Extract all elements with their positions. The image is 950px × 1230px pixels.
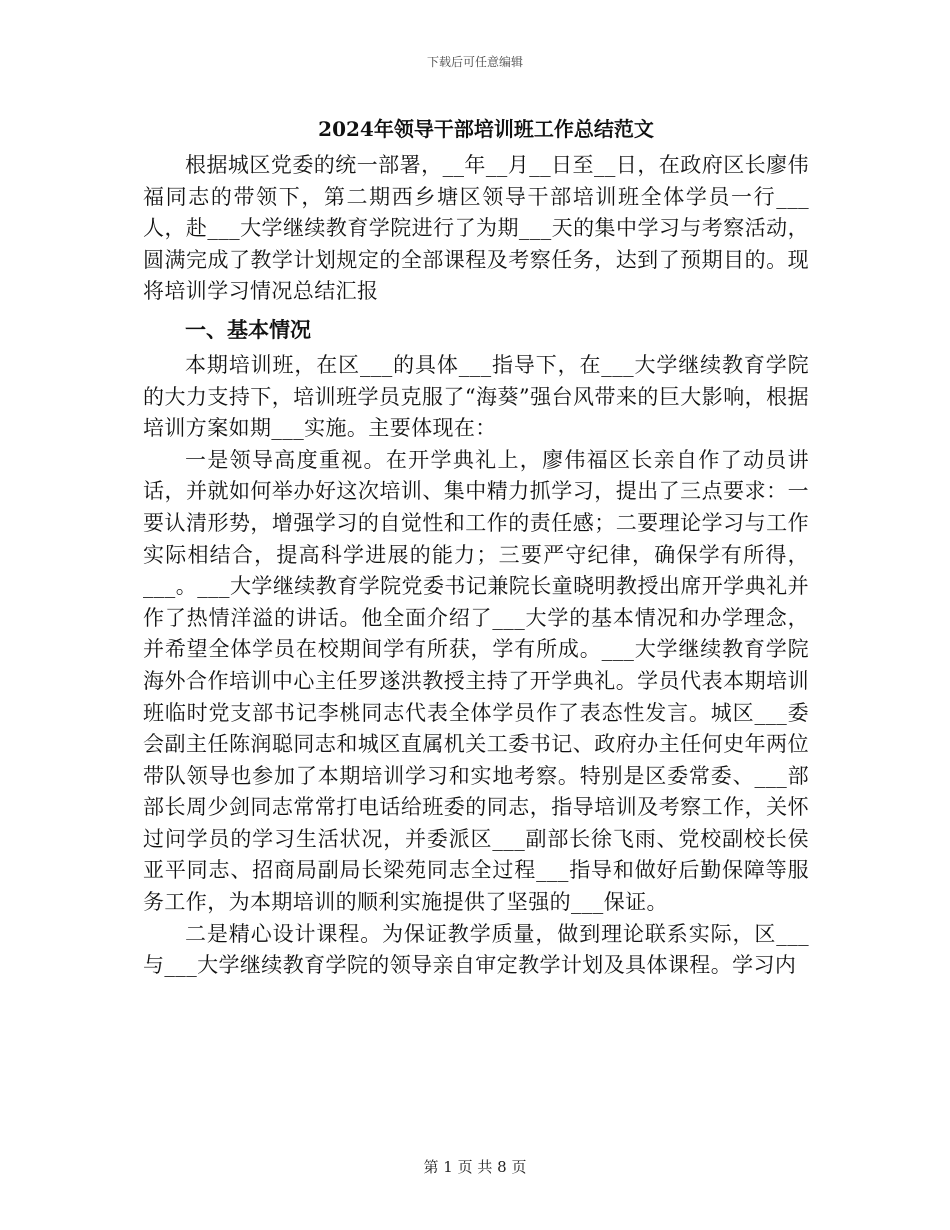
section-paragraph-3: 二是精心设计课程。为保证教学质量，做到理论联系实际，区___与___大学继续教育学院的领导亲自审定教学计划及具体课程。学习内 [143,921,809,978]
section-heading-basic: 一、基本情况 [185,316,311,342]
page-header-note: 下载后可任意编辑 [426,55,523,69]
section-paragraph-1: 本期培训班，在区___的具体___指导下，在___大学继续教育学院的大力支持下，培训班学员克服了“海葵”强台风带来的巨大影响，根据培训方案如期___实施。主要体现在： [143,352,809,441]
section-paragraph-2: 一是领导高度重视。在开学典礼上，廖伟福区长亲自作了动员讲话，并就如何举办好这次培训、集中精力抓学习，提出了三点要求：一要认清形势，增强学习的自觉性和工作的责任感；二要理论学习与工作实际相结合，提高科学进展的能力；三要严守纪律，确保学有所得，___。___大学继续教育学院党委书记兼院长童晓明教授出席开学典礼并作了热情洋溢的讲话。他全面介绍了___大学的基本情况和办学理念，并希望全体学员在校期间学有所获，学有所成。___大学继续教育学院海外合作培训中心主任罗遂洪教授主持了开学典礼。学员代表本期培训班临时党支部书记李桃同志代表全体学员作了表态性发言。城区___委会副主任陈润聪同志和城区直属机关工委书记、政府办主任何史年两位带队领导也参加了本期培训学习和实地考察。特别是区委常委、___部部长周少剑同志常常打电话给班委的同志，指导培训及考察工作，关怀过问学员的学习生活状况，并委派区___副部长徐飞雨、党校副校长侯亚平同志、招商局副局长梁苑同志全过程___指导和做好后勤保障等服务工作，为本期培训的顺利实施提供了坚强的___保证。 [143,447,809,915]
document-title: 2024年领导干部培训班工作总结范文 [318,117,654,141]
intro-paragraph: 根据城区党委的统一部署，__年__月__日至__日，在政府区长廖伟福同志的带领下，第二期西乡塘区领导干部培训班全体学员一行___人，赴___大学继续教育学院进行了为期___天的集中学习与考察活动，圆满完成了教学计划规定的全部课程及考察任务，达到了预期目的。现将培训学习情况总结汇报 [143,153,809,304]
document-body [143,112,809,982]
page-number: 第 1 页 共 8 页 [423,1158,527,1176]
